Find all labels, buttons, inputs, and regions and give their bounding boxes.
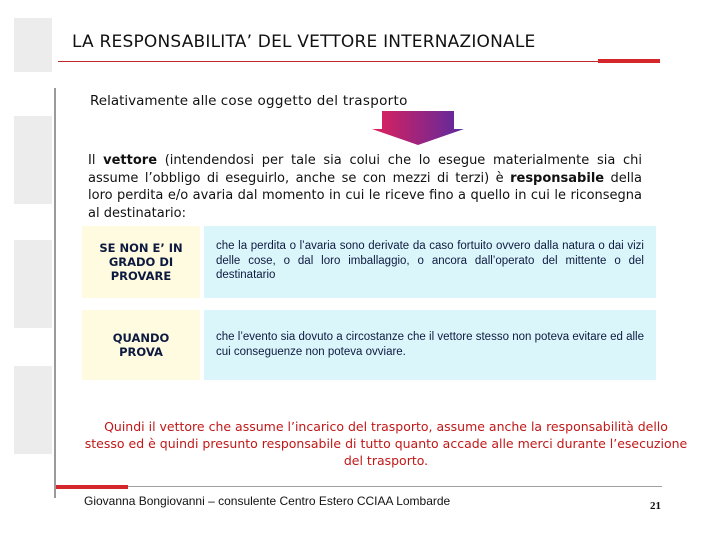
- title-underline-accent: [598, 59, 660, 63]
- slide-title: LA RESPONSABILITA’ DEL VETTORE INTERNAZIONALE: [72, 32, 536, 52]
- condition-label: SE NON E’ IN: [99, 241, 183, 255]
- intro-bold-responsabile: responsabile: [510, 170, 605, 186]
- intro-paragraph: [88, 152, 642, 222]
- intro-text: della loro perdita e/o avaria dal momento in cui le riceve fino a quello in cui le riconsegna al destinatario:: [88, 170, 642, 221]
- condition-label: PROVA: [119, 345, 163, 359]
- footer-rule: [56, 486, 662, 487]
- side-decor-block: [14, 116, 52, 204]
- side-decor-block: [14, 240, 52, 328]
- intro-bold-vettore: vettore: [103, 153, 158, 168]
- condition-description: che la perdita o l’avaria sono derivate da caso fortuito ovvero dalla natura o dai vizi delle cose, o dal loro imballaggio, o ancora dall’operato del mittente o del destinatario: [204, 226, 656, 298]
- subtitle-prefix: Relativamente alle: [90, 93, 221, 109]
- side-decor-block: [14, 366, 52, 454]
- left-vertical-rule: [54, 88, 56, 498]
- subtitle-emphasis: cose oggetto del trasporto: [220, 93, 408, 109]
- condition-description: che l’evento sia dovuto a circostanze che il vettore stesso non poteva evitare ed alle cui conseguenze non poteva ovviare.: [204, 310, 656, 380]
- condition-label: GRADO DI: [108, 255, 174, 269]
- subtitle: [90, 93, 408, 109]
- condition-label: PROVARE: [110, 269, 172, 283]
- condition-label: QUANDO: [112, 331, 170, 345]
- conclusion-text: Quindi il vettore che assume l’incarico del trasporto, assume anche la responsabilità dello stesso ed è quindi presunto responsabile di tutto quanto accade alle merci durante l’esecuzione del trasporto.: [84, 419, 688, 468]
- title-underline: [58, 61, 598, 62]
- down-arrow-icon: [372, 111, 464, 145]
- footer-author: Giovanna Bongiovanni – consulente Centro Estero CCIAA Lombarde: [84, 494, 451, 508]
- condition-cell-proven: [82, 310, 200, 380]
- side-decor-block: [14, 18, 52, 72]
- intro-text: (intendendosi per tale sia colui che lo esegue materialmente sia chi assume l’obbligo di eseguirlo, anche se con mezzi di terzi) è: [88, 153, 642, 186]
- condition-cell-not-proven: [82, 226, 200, 298]
- page-number: 21: [650, 500, 661, 512]
- intro-text: Il: [88, 153, 104, 168]
- footer-rule-accent: [56, 485, 128, 489]
